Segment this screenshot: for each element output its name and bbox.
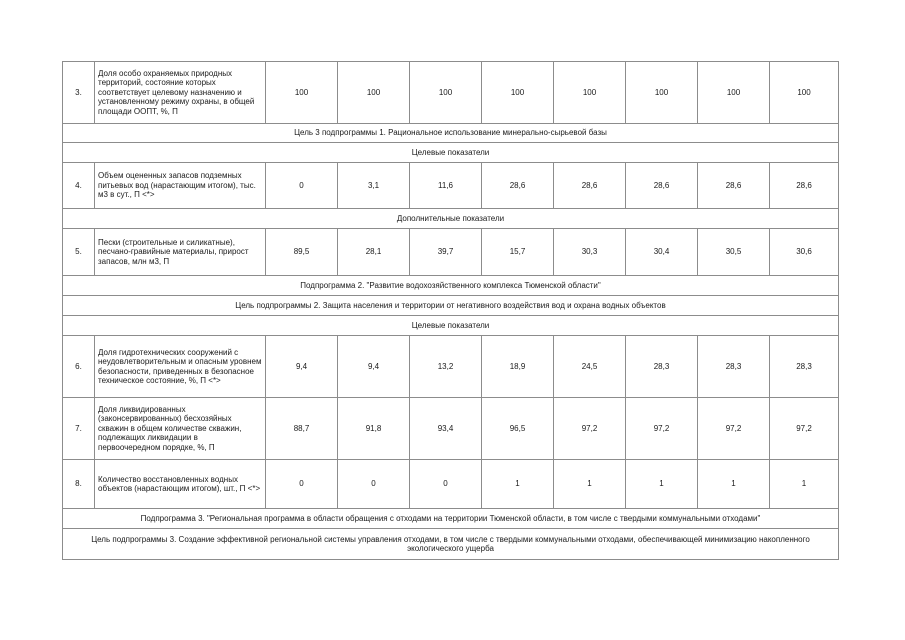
section-header-text: Подпрограмма 3. "Региональная программа в области обращения с отходами на территории Тюменской области, в том числе с твердыми коммунальными отходами": [63, 509, 839, 529]
indicator-value-cell: 100: [698, 62, 770, 124]
indicator-value-cell: 1: [482, 460, 554, 509]
indicator-value-cell: 28,6: [482, 163, 554, 209]
indicator-value-cell: 28,6: [770, 163, 839, 209]
indicator-value-cell: 3,1: [338, 163, 410, 209]
indicator-value-cell: 93,4: [410, 398, 482, 460]
row-number: 8.: [63, 460, 95, 509]
row-number: 7.: [63, 398, 95, 460]
row-number: 3.: [63, 62, 95, 124]
indicator-value-cell: 11,6: [410, 163, 482, 209]
row-number: 5.: [63, 229, 95, 276]
indicator-description: Объем оцененных запасов подземных питьевых вод (нарастающим итогом), тыс. м3 в сут., П <*>: [95, 163, 266, 209]
section-header-row: [63, 509, 839, 529]
indicator-value-cell: 28,3: [698, 336, 770, 398]
indicator-value-cell: 24,5: [554, 336, 626, 398]
indicator-value-cell: 28,6: [698, 163, 770, 209]
indicator-value-cell: 28,6: [626, 163, 698, 209]
section-header-text: Дополнительные показатели: [63, 209, 839, 229]
indicator-value-cell: 0: [338, 460, 410, 509]
table-row: [63, 336, 839, 398]
indicator-value-cell: 28,3: [770, 336, 839, 398]
indicator-value-cell: 30,6: [770, 229, 839, 276]
indicator-value-cell: 100: [410, 62, 482, 124]
table-row: [63, 229, 839, 276]
indicator-value-cell: 30,3: [554, 229, 626, 276]
indicator-description: Доля гидротехнических сооружений с неудовлетворительным и опасным уровнем безопасности, приведенных в безопасное техническое состояние, %, П <*>: [95, 336, 266, 398]
section-header-row: [63, 209, 839, 229]
row-number: 6.: [63, 336, 95, 398]
table-row: [63, 163, 839, 209]
indicator-value-cell: 0: [266, 163, 338, 209]
section-header-text: Цель 3 подпрограммы 1. Рациональное использование минерально-сырьевой базы: [63, 124, 839, 143]
section-header-row: [63, 143, 839, 163]
section-header-row: [63, 316, 839, 336]
indicator-value-cell: 97,2: [554, 398, 626, 460]
section-header-row: [63, 124, 839, 143]
indicator-value-cell: 89,5: [266, 229, 338, 276]
indicator-description: Доля особо охраняемых природных территорий, состояние которых соответствует целевому назначению и установленному режиму охраны, в общей площади ООПТ, %, П: [95, 62, 266, 124]
indicator-value-cell: 18,9: [482, 336, 554, 398]
indicator-value-cell: 97,2: [770, 398, 839, 460]
indicator-value-cell: 28,6: [554, 163, 626, 209]
section-header-text: Цель подпрограммы 2. Защита населения и территории от негативного воздействия вод и охрана водных объектов: [63, 296, 839, 316]
indicator-value-cell: 96,5: [482, 398, 554, 460]
section-header-text: Цель подпрограммы 3. Создание эффективной региональной системы управления отходами, в том числе с твердыми коммунальными отходами, обеспечивающей минимизацию накопленного экологического ущерба: [63, 529, 839, 560]
table-row: [63, 398, 839, 460]
indicator-value-cell: 15,7: [482, 229, 554, 276]
section-header-row: [63, 296, 839, 316]
row-number: 4.: [63, 163, 95, 209]
indicator-value-cell: 1: [554, 460, 626, 509]
indicator-value-cell: 1: [770, 460, 839, 509]
indicator-value-cell: 39,7: [410, 229, 482, 276]
table-row: [63, 460, 839, 509]
section-header-text: Целевые показатели: [63, 316, 839, 336]
section-header-text: Подпрограмма 2. "Развитие водохозяйственного комплекса Тюменской области": [63, 276, 839, 296]
indicator-value-cell: 28,1: [338, 229, 410, 276]
indicator-value-cell: 13,2: [410, 336, 482, 398]
indicator-value-cell: 100: [338, 62, 410, 124]
section-header-row: [63, 276, 839, 296]
indicator-description: Доля ликвидированных (законсервированных) бесхозяйных скважин в общем количестве скважин, подлежащих ликвидации в первоочередном порядке, %, П: [95, 398, 266, 460]
indicator-value-cell: 100: [554, 62, 626, 124]
indicator-value-cell: 97,2: [698, 398, 770, 460]
indicator-description: Пески (строительные и силикатные), песчано-гравийные материалы, прирост запасов, млн м3, П: [95, 229, 266, 276]
indicator-value-cell: 30,5: [698, 229, 770, 276]
indicator-value-cell: 1: [626, 460, 698, 509]
indicator-value-cell: 100: [482, 62, 554, 124]
indicator-value-cell: 100: [626, 62, 698, 124]
indicator-value-cell: 0: [410, 460, 482, 509]
indicator-value-cell: 88,7: [266, 398, 338, 460]
section-header-text: Целевые показатели: [63, 143, 839, 163]
indicator-value-cell: 30,4: [626, 229, 698, 276]
indicators-table: [62, 61, 839, 560]
indicator-value-cell: 97,2: [626, 398, 698, 460]
section-header-row: [63, 529, 839, 560]
indicator-value-cell: 9,4: [266, 336, 338, 398]
indicator-value-cell: 28,3: [626, 336, 698, 398]
table-row: [63, 62, 839, 124]
indicator-value-cell: 91,8: [338, 398, 410, 460]
indicator-description: Количество восстановленных водных объектов (нарастающим итогом), шт., П <*>: [95, 460, 266, 509]
indicator-value-cell: 1: [698, 460, 770, 509]
indicator-value-cell: 9,4: [338, 336, 410, 398]
indicator-value-cell: 100: [266, 62, 338, 124]
indicator-value-cell: 0: [266, 460, 338, 509]
indicator-value-cell: 100: [770, 62, 839, 124]
